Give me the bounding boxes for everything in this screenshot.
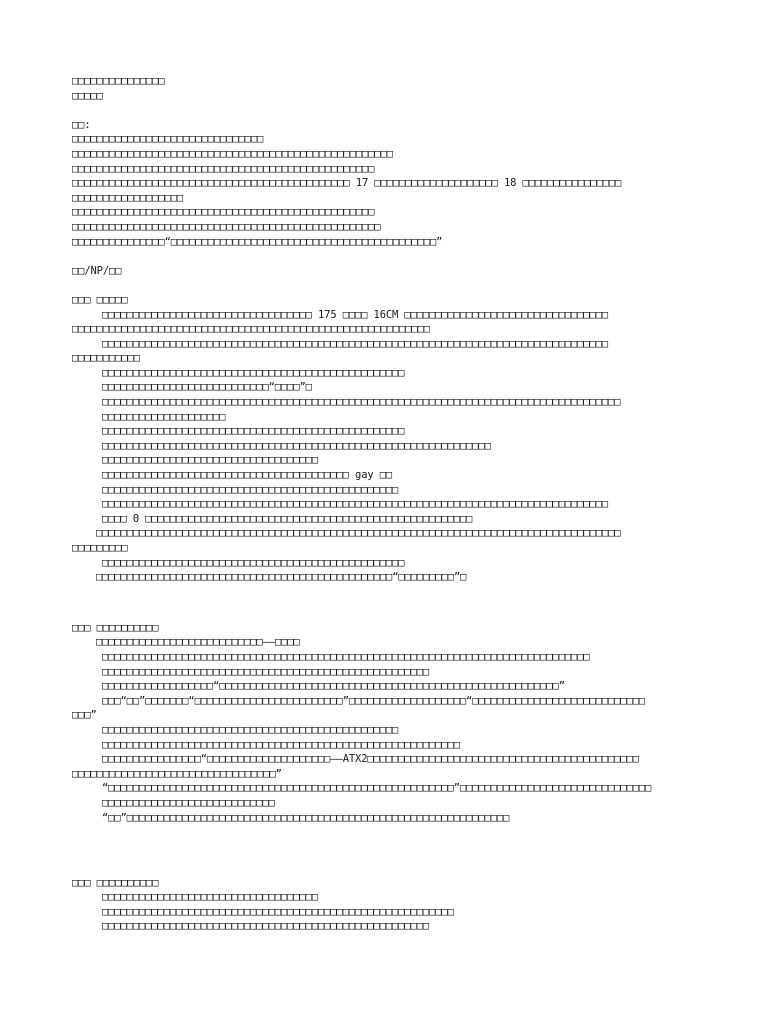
paragraph-line: □□□□□□□□□□□□□□□□□□□□□□□□□□□□□□□□□□□□□□□□□□□□□□□□□□□□□□□□□□□□□□□□□□□□□□□□□□□□□□□ — [102, 650, 590, 663]
spacer — [72, 585, 712, 621]
paragraph-line: □□□□□□□□□□□□□□□□□□□□□□□□□□□“□□□□”□ — [102, 381, 312, 394]
document-tags: □□/NP/□□ — [72, 264, 122, 277]
paragraph-line: □□□□□□□□□□□□□□□□□□□□□□□□□□□——□□□□ — [96, 636, 300, 649]
paragraph-line: □□□□□□□□□□□□□□□□□□□□□□□□□□□□□□□□□□□□□□□□□□□□□□□□□□□□□□□□□□ — [102, 738, 460, 751]
preface-line: □□: — [72, 118, 91, 131]
paragraph-line: □□□□□□□□□□□□□□□□□□□□□□□□□□□□□□□□□□□□□□□□□□□□□□□□ — [102, 483, 399, 496]
paragraph-line: □□□□ 0 □□□□□□□□□□□□□□□□□□□□□□□□□□□□□□□□□□□□□□□□□□□□□□□□□□□□□ — [102, 512, 473, 525]
paragraph-line: □□□□□□□□□□□□□□□□□□□□□□□□□□□□□□□□□□ 175 □□□□ 16CM □□□□□□□□□□□□□□□□□□□□□□□□□□□□□□□□□ — [102, 308, 609, 321]
paragraph-line: □□□□□□□□□□□□□□□□□□□□□□□□□□□□□□□□□□□□□□□□□□□□□□□□□□□□□□□□□□□□□□□□□□□□□□□□□□□□□□□□□□□□□ — [96, 527, 621, 540]
paragraph-line: □□□□□□□□□□□□□□□□□□□□□□□□□□□□□□□□□□□□□□□□□□□□□□□□□ — [102, 556, 405, 569]
preface-line: □□□□□□□□□□□□□□□□□□□□□□□□□□□□□□□□□□□□□□□□□□□□□ 17 □□□□□□□□□□□□□□□□□□□□ 18 □□□□□□□□□□□□□□□□ — [72, 177, 622, 190]
preface-line: □□□□□□□□□□□□□□□□□□□□□□□□□□□□□□□□□□□□□□□□□□□□□□□□□□□□ — [72, 147, 393, 160]
spacer — [72, 861, 712, 876]
paragraph-line: □□□□□□□□□□□□□□□□□□□□□□□□□□□□□□□□□□□□□□□□□□□□□□□□□□□□□□□□□□□□□□□□□□□□□□□□□□□□□□□□□□ — [102, 498, 609, 511]
section-2-heading: □□□ □□□□□□□□□□ — [72, 621, 159, 634]
paragraph-line: □□□□□□□□□□□□□□□□□□□□□□□□□□□□□□□□□□□□□□□□□□□□□□□□□□□□□ — [102, 920, 430, 933]
paragraph-line: □□□□□□□□□□□□□□□□□□□□□□□□□□□□□□□□□□□□□□□□□□□□□□□□□□□□□□□□□□ — [72, 323, 430, 336]
paragraph-line: □□□□□□□□□□□□□□□□□□□□□□□□□□□□□□□□□□□□□□□□□□□□□□□□ — [102, 723, 399, 736]
paragraph-line: □□□□□□□□□□□□□□□□□□□□□□□□□□□□□□□□□□□□□□□□□□□□□□□□□□□□□□□□□□□□□□□ — [102, 439, 491, 452]
document-page — [72, 74, 712, 934]
paragraph-line: □□□□□□□□□□□□□□□□□□□□□□□□□□□□□□□□□□□□□□□□ gay □□ — [102, 469, 393, 482]
paragraph-line: □□□□□□□□□□□□□□□□□□□□□□□□□□□□□□□□□□□ — [102, 891, 319, 904]
document-author: □□□□□ — [72, 89, 103, 102]
preface-block — [72, 118, 712, 249]
paragraph-line: □□□□□□□□□□□□□□□□□□□□□□□□□□□□ — [102, 796, 275, 809]
preface-line: □□□□□□□□□□□□□□□“□□□□□□□□□□□□□□□□□□□□□□□□□□□□□□□□□□□□□□□□□□□” — [72, 235, 443, 248]
paragraph-line: □□□□□□□□□ — [72, 542, 128, 554]
section-3-body — [72, 890, 712, 934]
preface-line: □□□□□□□□□□□□□□□□□□□□□□□□□□□□□□□ — [72, 133, 264, 146]
document-title: □□□□□□□□□□□□□□□ — [72, 75, 165, 87]
spacer — [72, 249, 712, 264]
paragraph-line: □□□□□□□□□□□□□□□□□□“□□□□□□□□□□□□□□□□□□□□□□□□□□□□□□□□□□□□□□□□□□□□□□□□□□□□□□□” — [102, 680, 565, 693]
spacer — [72, 825, 712, 861]
preface-line: □□□□□□□□□□□□□□□□□□□□□□□□□□□□□□□□□□□□□□□□□□□□□□□□□ — [72, 162, 375, 175]
paragraph-line: □□□□□□□□□□□□□□□□“□□□□□□□□□□□□□□□□□□□□——ATX2□□□□□□□□□□□□□□□□□□□□□□□□□□□□□□□□□□□□□□□□□□□□ — [102, 753, 639, 766]
spacer — [72, 103, 712, 118]
preface-line: □□□□□□□□□□□□□□□□□□□□□□□□□□□□□□□□□□□□□□□□□□□□□□□□□ — [72, 206, 375, 219]
paragraph-line: □□□□□□□□□□□□□□□□□□□□□□□□□□□□□□□□□” — [72, 767, 282, 780]
preface-line: □□□□□□□□□□□□□□□□□□□□□□□□□□□□□□□□□□□□□□□□□□□□□□□□□□ — [72, 220, 381, 233]
preface-line: □□□□□□□□□□□□□□□□□□ — [72, 191, 184, 204]
paragraph-line: □□□“□□”□□□□□□□“□□□□□□□□□□□□□□□□□□□□□□□□”□□□□□□□□□□□□□□□□□□□“□□□□□□□□□□□□□□□□□□□□□□□□□□□□ — [102, 694, 646, 707]
paragraph-line: □□□□□□□□□□□□□□□□□□□□□□□□□□□□□□□□□□□□□□□□□□□□□□□□□ — [102, 425, 405, 438]
section-1-heading: □□□ □□□□□ — [72, 293, 128, 306]
section-3-heading: □□□ □□□□□□□□□□ — [72, 876, 159, 889]
paragraph-line: □□□□□□□□□□□ — [72, 352, 140, 365]
paragraph-line: □□□□□□□□□□□□□□□□□□□□□□□□□□□□□□□□□□□□□□□□□□□□□□□□“□□□□□□□□□”□ — [96, 571, 467, 584]
paragraph-line: “□□□□□□□□□□□□□□□□□□□□□□□□□□□□□□□□□□□□□□□□□□□□□□□□□□□□□□□□”□□□□□□□□□□□□□□□□□□□□□□□□□□□□□□□ — [102, 782, 652, 795]
section-2-body — [72, 635, 712, 825]
paragraph-line: □□□” — [72, 709, 97, 722]
paragraph-line: □□□□□□□□□□□□□□□□□□□□□□□□□□□□□□□□□□□ — [102, 454, 319, 467]
paragraph-line: □□□□□□□□□□□□□□□□□□□□□□□□□□□□□□□□□□□□□□□□□□□□□□□□□□□□□□□□□ — [102, 905, 454, 918]
section-1-body — [72, 308, 712, 585]
paragraph-line: □□□□□□□□□□□□□□□□□□□□□□□□□□□□□□□□□□□□□□□□□□□□□□□□□ — [102, 366, 405, 379]
paragraph-line: □□□□□□□□□□□□□□□□□□□□□□□□□□□□□□□□□□□□□□□□□□□□□□□□□□□□□□□□□□□□□□□□□□□□□□□□□□□□□□□□□□□□ — [102, 396, 621, 409]
paragraph-line: □□□□□□□□□□□□□□□□□□□□□□□□□□□□□□□□□□□□□□□□□□□□□□□□□□□□□□□□□□□□□□□□□□□□□□□□□□□□□□□□□□ — [102, 337, 609, 350]
paragraph-line: “□□”□□□□□□□□□□□□□□□□□□□□□□□□□□□□□□□□□□□□□□□□□□□□□□□□□□□□□□□□□□□□□□ — [102, 811, 510, 824]
paragraph-line: □□□□□□□□□□□□□□□□□□□□ — [102, 410, 226, 423]
spacer — [72, 278, 712, 293]
paragraph-line: □□□□□□□□□□□□□□□□□□□□□□□□□□□□□□□□□□□□□□□□□□□□□□□□□□□□□ — [102, 665, 430, 678]
